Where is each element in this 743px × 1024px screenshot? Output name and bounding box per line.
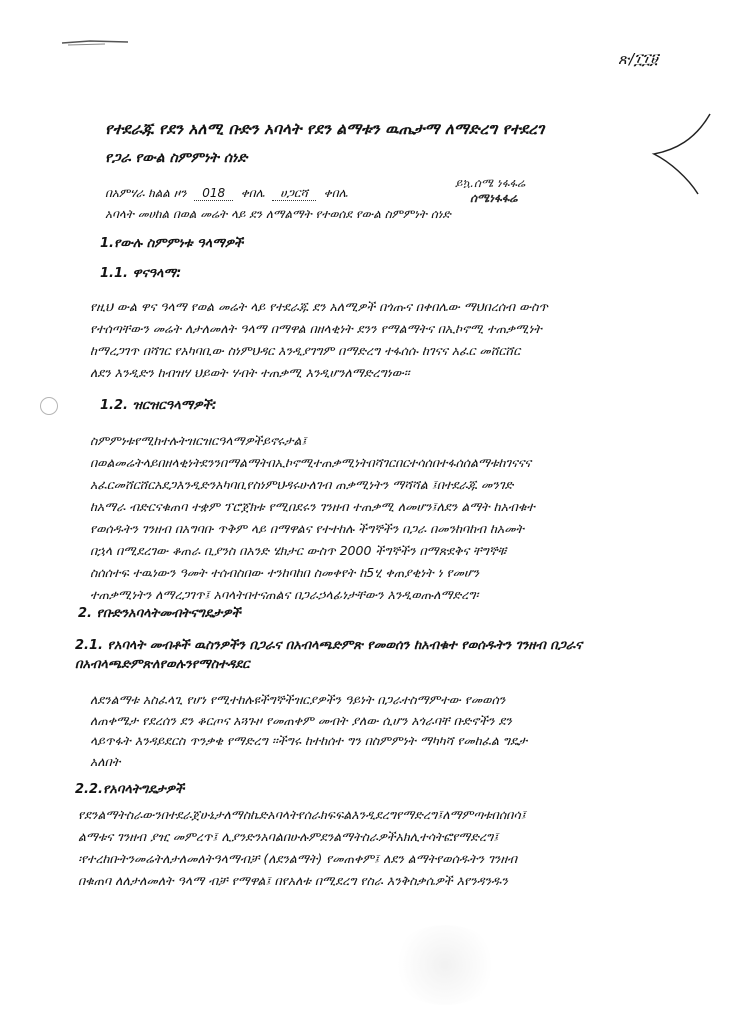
text-line: ላይጥፋት እንዳይደርስ ጥንቃቄ የማድረግ ፡፡ችግሩ ከተከሰተ ግን በስምምነት ማካካሻ የመከፈል ግዴታ bbox=[90, 733, 528, 748]
section-heading-1-2: 1.2. ዝርዝርዓላማዎች: bbox=[100, 398, 217, 413]
section-heading-2: 2. የቡድንአባላትመብትናግዴታዎች bbox=[78, 606, 241, 621]
member-rights-paragraph bbox=[90, 690, 650, 772]
kebele-name: ሀጋርሻ bbox=[272, 186, 316, 201]
text-line: የተሰጣቸውን መሬት ለታለመለት ዓላማ በማዋል በዘላቂነት ደንን የማልማትና በኢኮኖሚ ተጠቃሚነት bbox=[90, 321, 542, 336]
document-subtitle: የጋራ የውል ስምምነት ሰነድ bbox=[105, 150, 248, 166]
section-heading-2-1: 2.1. የአባላት መብቶች ዉስንዎችን በጋራና በአብላጫድምጽ የመወሰን ከአብቁተ የወሰዱትን ገንዘብ በጋራና በአብላጫድምጽለየወሉንየማስተዳደር bbox=[75, 638, 583, 672]
section-heading-1-1: 1.1. ዋናዓላማ: bbox=[100, 266, 182, 281]
section-heading-1: 1.የውሉ ስምምነቱ ዓላማዎች bbox=[100, 236, 244, 251]
text-line: ተጠቃሚነትን ለማረጋገጥ፤ አባላትበተናጠልና በጋራኃላፊነታቸውን እንዲወጡለማድረግ፡ bbox=[90, 587, 479, 602]
reference-mid-label: ቀበሌ bbox=[240, 186, 265, 200]
text-line: በወልመሬትላይበዘላቂነትደንንበማልማትበኢኮኖሚተጠቃሚነትበሻገርበርተሳሰበተፋሰሰልማቱከገናናና bbox=[90, 455, 532, 470]
scan-artifact-mark bbox=[60, 38, 130, 46]
reference-end-label: ቀበሌ bbox=[323, 186, 348, 200]
member-duties-paragraph bbox=[78, 804, 650, 892]
text-line: የደንልማትስራውንበተደራጀሁኔታለማስኬድአባላትየሰራክፍፍልእንዲደረግየማድረግ፤ለማምጣቱበሰበሳ፤ bbox=[78, 807, 526, 822]
text-line: ለጠቀሜታ የደረሰን ደን ቆርጦና አጓጉዞ የመጠቀም መብት ያለው ሲሆን አጎራባቸ ቡድኖችን ደን bbox=[90, 712, 512, 728]
text-line: በቁጠባ ለለታለመለት ዓላማ ብቻ የማዋል፤ በየአለቱ በሚደረግ የስራ እንቅስቃሴዎች እየንዳንዱን bbox=[78, 873, 508, 888]
form-number: 018 bbox=[194, 186, 233, 201]
text-line: ስሰሰተፍ ተዉነውን ዓመት ተሰብስበው ተንከባከበ ስመቀየት ከ5ሂ ቀጠያቂነት ነ የመሆን bbox=[90, 565, 480, 580]
reference-line-1 bbox=[105, 186, 348, 201]
reference-label: በአምሃራ ክልል ዞን bbox=[105, 186, 187, 200]
document-title: የተደራጁ የደን አለሚ ቡድን አባላት የደን ልማቱን ዉጤታማ ለማድረግ የተደረገ bbox=[105, 120, 545, 138]
detailed-objectives-paragraph bbox=[90, 430, 650, 606]
text-line: ልማቱና ገንዘብ ያዢ መምረጥ፤ ሊያንድንአባልበሁሉምደንልማትስራዎችአክሊተሳትፎየማድረግ፤ bbox=[78, 829, 499, 844]
text-line: ፡የተረከቡትንመሬትለታለመለትዓላማብቻ (ለደንልማት) የመጠቀም፤ ለደን ልማትየወሰዱትን ገንዘብ bbox=[78, 851, 518, 866]
stamp-smudge bbox=[390, 925, 500, 1005]
page-number: ጽ/፲፲፱ bbox=[618, 50, 658, 68]
reference-line-2: አባላት መሀከል በወል መሬት ላይ ደን ለማልማት የተወሰደ የውል ስምምነት ሰነድ bbox=[105, 207, 451, 221]
text-line: ከማረጋገጥ በሻገር የአካባቢው ስነምህዳር እንዲያገግም በማድረግ ተፋሰሱ ከገናና አፈር መሸርሸር bbox=[90, 343, 521, 358]
text-line: አለበት bbox=[90, 753, 121, 769]
text-line: አፈርመሸርሸርአደጋእንዲድንአካባቢየስነምህዳሩሁለገብ ጠቃሚነትን ማሻሻል ፤በተደራጁ መንገድ bbox=[90, 477, 514, 492]
text-line: የወሰዱትን ገንዘብ በአግባቡ ጥቅም ላይ በማዋልና የተተከሉ ችግኞችን በጋራ በመንከባከብ ከአመት bbox=[90, 521, 524, 536]
handwritten-name: ይኳ.ሰሜ ነፋፋሬ bbox=[455, 176, 526, 190]
text-line: የዚህ ውል ዋና ዓላማ የወል መሬት ላይ የተደራጁ ደን አለሚዎች በጎጡና በቀበሌው ማህበረሰብ ውስጥ bbox=[90, 299, 548, 314]
section-heading-2-2: 2.2.የአባላትግዴታዎች bbox=[75, 782, 185, 797]
handwritten-signature: ሰሜነፋፋሬ bbox=[470, 191, 518, 205]
text-line: ከአማራ ብድርናቁጠባ ተቋም ፕሮጀክቱ የሚበደሩን ገንዘብ ተጠቃሚ ለመሆን፤ለደን ልማት ከአብቁተ bbox=[90, 499, 535, 514]
punch-hole bbox=[40, 397, 58, 415]
text-line: ለደንልማቱ አስፈላጊ የሆነ የሚተከሉዩችግኞችዝርያዎችን ዓይነት በጋራተስማምተው የመወሰን bbox=[90, 692, 506, 707]
text-line: በኋላ በሚደረገው ቆጠራ ቢያንስ በአንድ ሄክታር ውስጥ 2000 ችግኞችን በማጽደቅና ቸግኞቹ bbox=[90, 543, 507, 558]
text-line: ለደን እንዲድን ከብዝሃ ህይወት ሃብት ተጠቃሚ እንዲሆንለማድረግነው። bbox=[90, 365, 410, 380]
main-objective-paragraph bbox=[90, 296, 650, 384]
text-line: ስምምነቱየሚከተሉትዝርዝርዓላማዎችይኖሩታል፤ bbox=[90, 433, 307, 448]
